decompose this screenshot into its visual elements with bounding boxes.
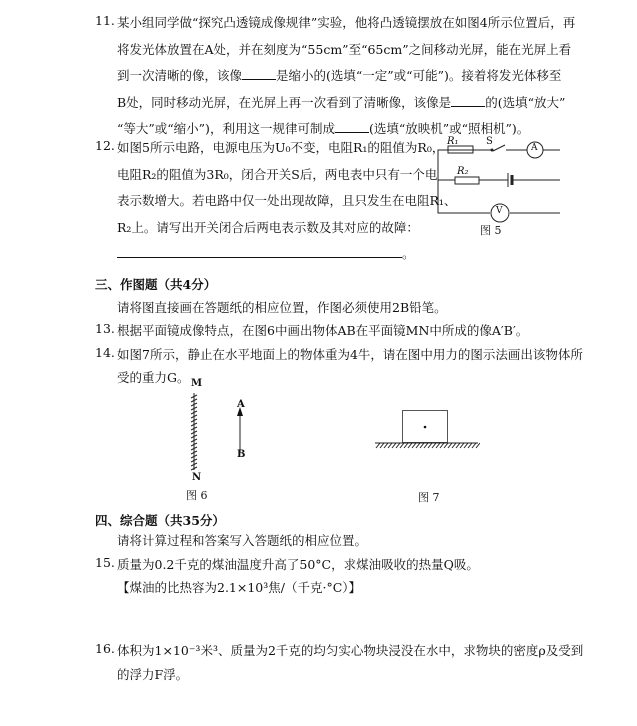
- hatch-mark: [464, 443, 468, 448]
- ammeter-label: A: [531, 143, 538, 153]
- section-4-title: 四、综合题（共35分）: [95, 513, 225, 528]
- q16-number: 16.: [95, 641, 115, 656]
- figure-5-circuit: [430, 135, 560, 235]
- hatch-mark: [448, 443, 452, 448]
- q13-text: 根据平面镜成像特点，在图6中画出物体AB在平面镜MN中所成的像A′B′。: [117, 323, 529, 338]
- hatch-mark: [384, 443, 388, 448]
- q14-line: 受的重力G。: [117, 370, 190, 385]
- text-segment: 是缩小的(选填“一定”或“可能”)。接着将发光体移至: [276, 68, 562, 83]
- hatch-mark: [428, 443, 432, 448]
- q15-line: 质量为0.2千克的煤油温度升高了50°C，求煤油吸收的热量Q吸。: [117, 557, 479, 572]
- figure-6-mirror: [180, 385, 260, 485]
- hatch-mark: [376, 443, 380, 448]
- answer-blank[interactable]: [242, 68, 276, 80]
- question-line: [117, 93, 565, 111]
- q14-line: 如图7所示，静止在水平地面上的物体重为4牛，请在图中用力的图示法画出该物体所: [117, 347, 583, 362]
- text-segment: B处，同时移动光屏，在光屏上再一次看到了清晰像，该像是: [117, 94, 452, 110]
- hatch-mark: [468, 443, 472, 448]
- hatch-mark: [440, 443, 444, 448]
- label-s: S: [486, 136, 493, 147]
- text-segment: 将发光体放置在A处，并在刻度为“55cm”至“65cm”之间移动光屏，能在光屏上看: [117, 41, 572, 57]
- q16-line: 的浮力F浮。: [117, 667, 189, 682]
- hatch-mark: [396, 443, 400, 448]
- hatch-mark: [472, 443, 476, 448]
- section-3-instruction: 请将图直接画在答题纸的相应位置，作图必须使用2B铅笔。: [117, 300, 447, 315]
- hatch-mark: [412, 443, 416, 448]
- label-a: A: [237, 399, 245, 410]
- label-b: B: [237, 449, 246, 460]
- label-r2: R₂: [457, 166, 469, 177]
- hatch-mark: [420, 443, 424, 448]
- q15-given: 【煤油的比热容为2.1×10³焦/（千克·°C）】: [117, 580, 362, 595]
- section-4-instruction: 请将计算过程和答案写入答题纸的相应位置。: [117, 533, 368, 548]
- hatch-mark: [380, 443, 384, 448]
- question-line: [117, 165, 437, 183]
- text-segment: 电阻R₂的阻值为3R₀，闭合开关S后，两电表中只有一个电: [117, 166, 438, 182]
- question-line: [117, 244, 415, 262]
- label-m: M: [191, 378, 203, 389]
- label-n: N: [192, 472, 202, 483]
- hatch-mark: [424, 443, 428, 448]
- hatch-mark: [456, 443, 460, 448]
- question-line: [117, 191, 456, 209]
- question-number: 11.: [95, 13, 115, 28]
- question-line: [117, 40, 571, 58]
- section-3-title: 三、作图题（共4分）: [95, 277, 217, 292]
- question-number: 12.: [95, 138, 115, 153]
- hatch-mark: [436, 443, 440, 448]
- voltmeter-label: V: [496, 206, 503, 216]
- text-segment: 的(选填“放大”: [485, 94, 566, 110]
- q14-number: 14.: [95, 345, 115, 360]
- question-line: [117, 138, 444, 156]
- q13-number: 13.: [95, 321, 115, 336]
- answer-blank[interactable]: [335, 121, 369, 133]
- answer-blank[interactable]: [451, 95, 485, 107]
- hatch-mark: [400, 443, 404, 448]
- text-segment: 如图5所示电路，电源电压为U₀不变，电阻R₁的阻值为R₀，: [117, 140, 445, 155]
- hatch-mark: [408, 443, 412, 448]
- hatch-mark: [444, 443, 448, 448]
- question-line: [117, 66, 561, 84]
- label-r1: R₁: [447, 136, 459, 147]
- answer-blank[interactable]: [117, 246, 402, 258]
- text-segment: (选填“放映机”或“照相机”)。: [368, 121, 530, 136]
- question-line: [117, 218, 419, 236]
- q16-line: 体积为1×10⁻³米³、质量为2千克的均匀实心物块浸没在水中，求物块的密度ρ及受到: [117, 643, 584, 658]
- hatch-mark: [404, 443, 408, 448]
- text-segment: R₂上。请写出开关闭合后两电表示数及其对应的故障：: [117, 219, 419, 235]
- figure-5-caption: 图 5: [480, 224, 502, 237]
- text-segment: 表示数增大。若电路中仅一处出现故障，且只发生在电阻R₁、: [117, 193, 457, 208]
- question-line: [117, 13, 575, 31]
- hatch-mark: [476, 443, 480, 448]
- hatch-mark: [452, 443, 456, 448]
- figure-6-caption: 图 6: [186, 489, 208, 502]
- hatch-mark: [432, 443, 436, 448]
- text-segment: “等大”或“缩小”)，利用这一规律可制成: [117, 121, 335, 136]
- figure-7-block: [370, 405, 480, 450]
- hatch-mark: [388, 443, 392, 448]
- text-segment: 。: [402, 246, 415, 261]
- hatch-mark: [460, 443, 464, 448]
- hatch-mark: [416, 443, 420, 448]
- figure-7-caption: 图 7: [418, 491, 440, 504]
- text-segment: 到一次清晰的像，该像: [117, 68, 243, 83]
- hatch-mark: [392, 443, 396, 448]
- text-segment: 某小组同学做“探究凸透镜成像规律”实验，他将凸透镜摆放在如图4所示位置后，再: [117, 15, 576, 30]
- q15-number: 15.: [95, 555, 115, 570]
